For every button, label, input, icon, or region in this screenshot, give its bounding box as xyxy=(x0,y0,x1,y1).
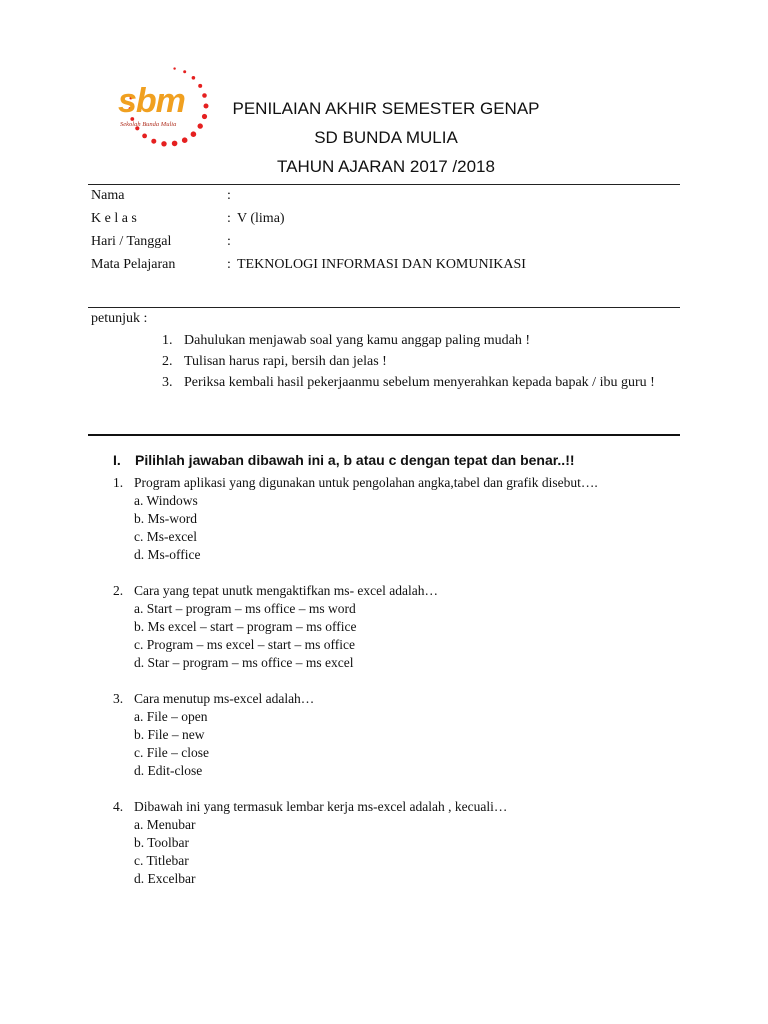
question-number: 3. xyxy=(113,691,124,706)
answer-option: d. Excelbar xyxy=(134,871,196,886)
instructions-title: petunjuk : xyxy=(91,311,148,326)
header-title: PENILAIAN AKHIR SEMESTER GENAP xyxy=(232,99,540,118)
header-year: TAHUN AJARAN 2017 /2018 xyxy=(277,157,495,176)
question-text: Cara yang tepat unutk mengaktifkan ms- excel adalah… xyxy=(134,583,439,598)
info-colon: : xyxy=(227,257,231,272)
answer-option: b. Ms-word xyxy=(134,511,197,526)
logo-dot xyxy=(182,137,188,143)
info-value: TEKNOLOGI INFORMASI DAN KOMUNIKASI xyxy=(237,257,526,272)
instruction-number: 1. xyxy=(162,333,173,348)
instruction-item xyxy=(162,351,682,372)
question-item xyxy=(113,690,693,780)
info-label: K e l a s xyxy=(91,211,137,226)
question-text: Program aplikasi yang digunakan untuk pengolahan angka,tabel dan grafik disebut…. xyxy=(134,475,598,490)
answer-option: b. Toolbar xyxy=(134,835,190,850)
logo-text: sbm xyxy=(118,82,185,120)
answer-option: a. Windows xyxy=(134,493,198,508)
header-school: SD BUNDA MULIA xyxy=(314,128,458,147)
logo-dot xyxy=(161,141,166,146)
question-number: 2. xyxy=(113,583,124,598)
logo-dot xyxy=(183,70,186,73)
instruction-item xyxy=(162,372,682,393)
answer-option: d. Edit-close xyxy=(134,763,203,778)
instruction-number: 2. xyxy=(162,354,173,369)
section-number: I. xyxy=(113,452,121,468)
question-item xyxy=(113,474,693,564)
header-divider xyxy=(88,184,680,185)
question-item xyxy=(113,798,693,888)
answer-option: b. File – new xyxy=(134,727,205,742)
instructions-list xyxy=(162,330,682,393)
exam-header xyxy=(206,94,566,181)
question-item xyxy=(113,582,693,672)
section-divider xyxy=(88,434,680,436)
answer-option: c. Program – ms excel – start – ms office xyxy=(134,637,355,652)
instruction-text: Periksa kembali hasil pekerjaanmu sebelum menyerahkan kepada bapak / ibu guru ! xyxy=(184,375,655,390)
info-colon: : xyxy=(227,211,231,226)
info-label: Hari / Tanggal xyxy=(91,234,172,249)
info-colon: : xyxy=(227,234,231,249)
instruction-text: Tulisan harus rapi, bersih dan jelas ! xyxy=(184,354,387,369)
answer-option: c. Titlebar xyxy=(134,853,189,868)
logo-dot xyxy=(151,139,156,144)
logo-dot xyxy=(191,131,197,137)
instruction-number: 3. xyxy=(162,375,173,390)
section-title: Pilihlah jawaban dibawah ini a, b atau c dengan tepat dan benar..!! xyxy=(135,452,575,468)
info-label: Mata Pelajaran xyxy=(91,257,176,272)
answer-option: a. File – open xyxy=(134,709,208,724)
section-heading xyxy=(113,449,575,471)
answer-option: c. Ms-excel xyxy=(134,529,197,544)
logo-dot xyxy=(192,76,196,80)
logo-dot xyxy=(172,141,178,147)
instruction-item xyxy=(162,330,682,351)
info-colon: : xyxy=(227,188,231,203)
logo-dot xyxy=(198,84,202,88)
answer-option: b. Ms excel – start – program – ms office xyxy=(134,619,357,634)
answer-option: d. Star – program – ms office – ms excel xyxy=(134,655,354,670)
answer-option: a. Start – program – ms office – ms word xyxy=(134,601,356,616)
info-label: Nama xyxy=(91,188,125,203)
logo-dot xyxy=(173,67,175,69)
info-value: V (lima) xyxy=(237,211,285,226)
question-text: Dibawah ini yang termasuk lembar kerja ms-excel adalah , kecuali… xyxy=(134,799,508,814)
question-number: 4. xyxy=(113,799,124,814)
info-divider xyxy=(88,307,680,308)
answer-option: c. File – close xyxy=(134,745,209,760)
answer-option: a. Menubar xyxy=(134,817,196,832)
logo-dot xyxy=(142,134,147,139)
instruction-text: Dahulukan menjawab soal yang kamu anggap paling mudah ! xyxy=(184,333,531,348)
logo-tagline: Sekolah Bunda Mulia xyxy=(120,121,177,128)
question-list xyxy=(113,474,693,906)
question-text: Cara menutup ms-excel adalah… xyxy=(134,691,315,706)
answer-option: d. Ms-office xyxy=(134,547,201,562)
question-number: 1. xyxy=(113,475,124,490)
logo-dot xyxy=(198,123,203,128)
